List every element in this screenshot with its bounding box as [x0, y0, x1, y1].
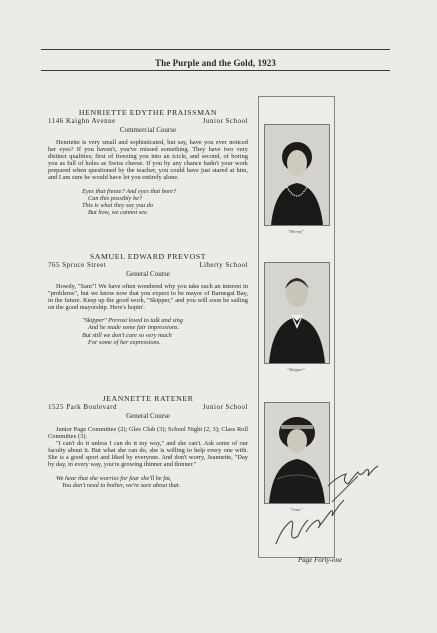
student-school: Junior School	[202, 117, 248, 125]
photo-caption: "Jean"	[289, 507, 303, 512]
student-course: General Course	[126, 412, 170, 420]
photo-caption: "Henny"	[288, 229, 304, 234]
poem-line: But still we don't care so very much	[82, 331, 172, 339]
student-name: HENRIETTE EDYTHE PRAISSMAN	[78, 108, 218, 117]
student-poem	[56, 475, 248, 489]
poem-line: We hear that she worries for fear she'll be fat,	[56, 474, 172, 482]
poem-line: Eyes that freeze? And eyes that bore?	[82, 187, 177, 195]
poem-line: Can this possibly be?	[88, 194, 143, 202]
photo-caption: "Skipper"	[287, 367, 305, 372]
student-entry	[48, 108, 248, 216]
top-rule	[41, 49, 390, 50]
student-poem	[82, 317, 248, 345]
poem-line: You don't need to bother, we're sure about that.	[62, 481, 181, 489]
student-name: JEANNETTE RATENER	[102, 394, 194, 403]
poem-line: For some of her expressions.	[88, 338, 161, 346]
handwritten-signature	[272, 462, 382, 552]
page-number: Page Forty-one	[298, 556, 343, 564]
poem-line: "Skipper" Prevost loved to talk and sing	[82, 317, 183, 325]
student-entry	[48, 394, 248, 489]
student-entry	[48, 252, 248, 346]
student-address: 1146 Kaighn Avenue	[48, 117, 116, 125]
student-bio: "I can't do it unless I can do it my way," and she can't. Ask some of our faculty about it. But what she can do, she is willing to help every one with. She is a good sport and liked by everyone. And don't worry, Jeannette, "Day by day, in every way, you're growing thinner and thinner."	[48, 440, 248, 469]
student-address: 1525 Park Boulevard	[48, 403, 117, 411]
student-activities: Junior Page Committee (2); Glee Club (3); School Night (2, 3); Class Roll Committee (3).	[48, 426, 248, 441]
address-row	[48, 117, 248, 126]
student-photo	[264, 124, 330, 226]
poem-line: This is what they say you do	[82, 201, 154, 209]
student-school: Liberty School	[199, 261, 248, 269]
address-row	[48, 261, 248, 270]
running-head: The Purple and the Gold, 1923	[155, 58, 276, 68]
student-name: SAMUEL EDWARD PREVOST	[89, 252, 207, 261]
student-school: Junior School	[202, 403, 248, 411]
student-course: Commercial Course	[119, 126, 177, 134]
address-row	[48, 403, 248, 412]
poem-line: But how, we cannot see.	[88, 208, 149, 216]
poem-line: And he made some fair impressions.	[88, 324, 180, 332]
student-bio: Howdy, "Sam"! We have often wondered why you take such an interest in "problems", but we know now that you expect to be mayor of Barnegat Bay, in the future. Keep up the good work, "Skipper," and you will soon be sailing on the good mayorship. Here's hopin'.	[48, 283, 248, 312]
student-course: General Course	[126, 270, 170, 278]
head-rule	[41, 70, 390, 71]
student-address: 765 Spruce Street	[48, 261, 107, 269]
student-bio: Henriette is very small and sophisticated, but say, have you ever noticed her eyes? If you haven't, you've missed something. They have two very distinct qualities; first of freezing you into an icicle, and second, of boring you as full of holes as Swiss cheese. If you by any chance hadn't your work prepared when questioned by the teacher, you could have just stared at him, and I am sure he would have let you entirely alone.	[48, 139, 248, 182]
student-poem	[82, 188, 248, 216]
student-photo	[264, 262, 330, 364]
